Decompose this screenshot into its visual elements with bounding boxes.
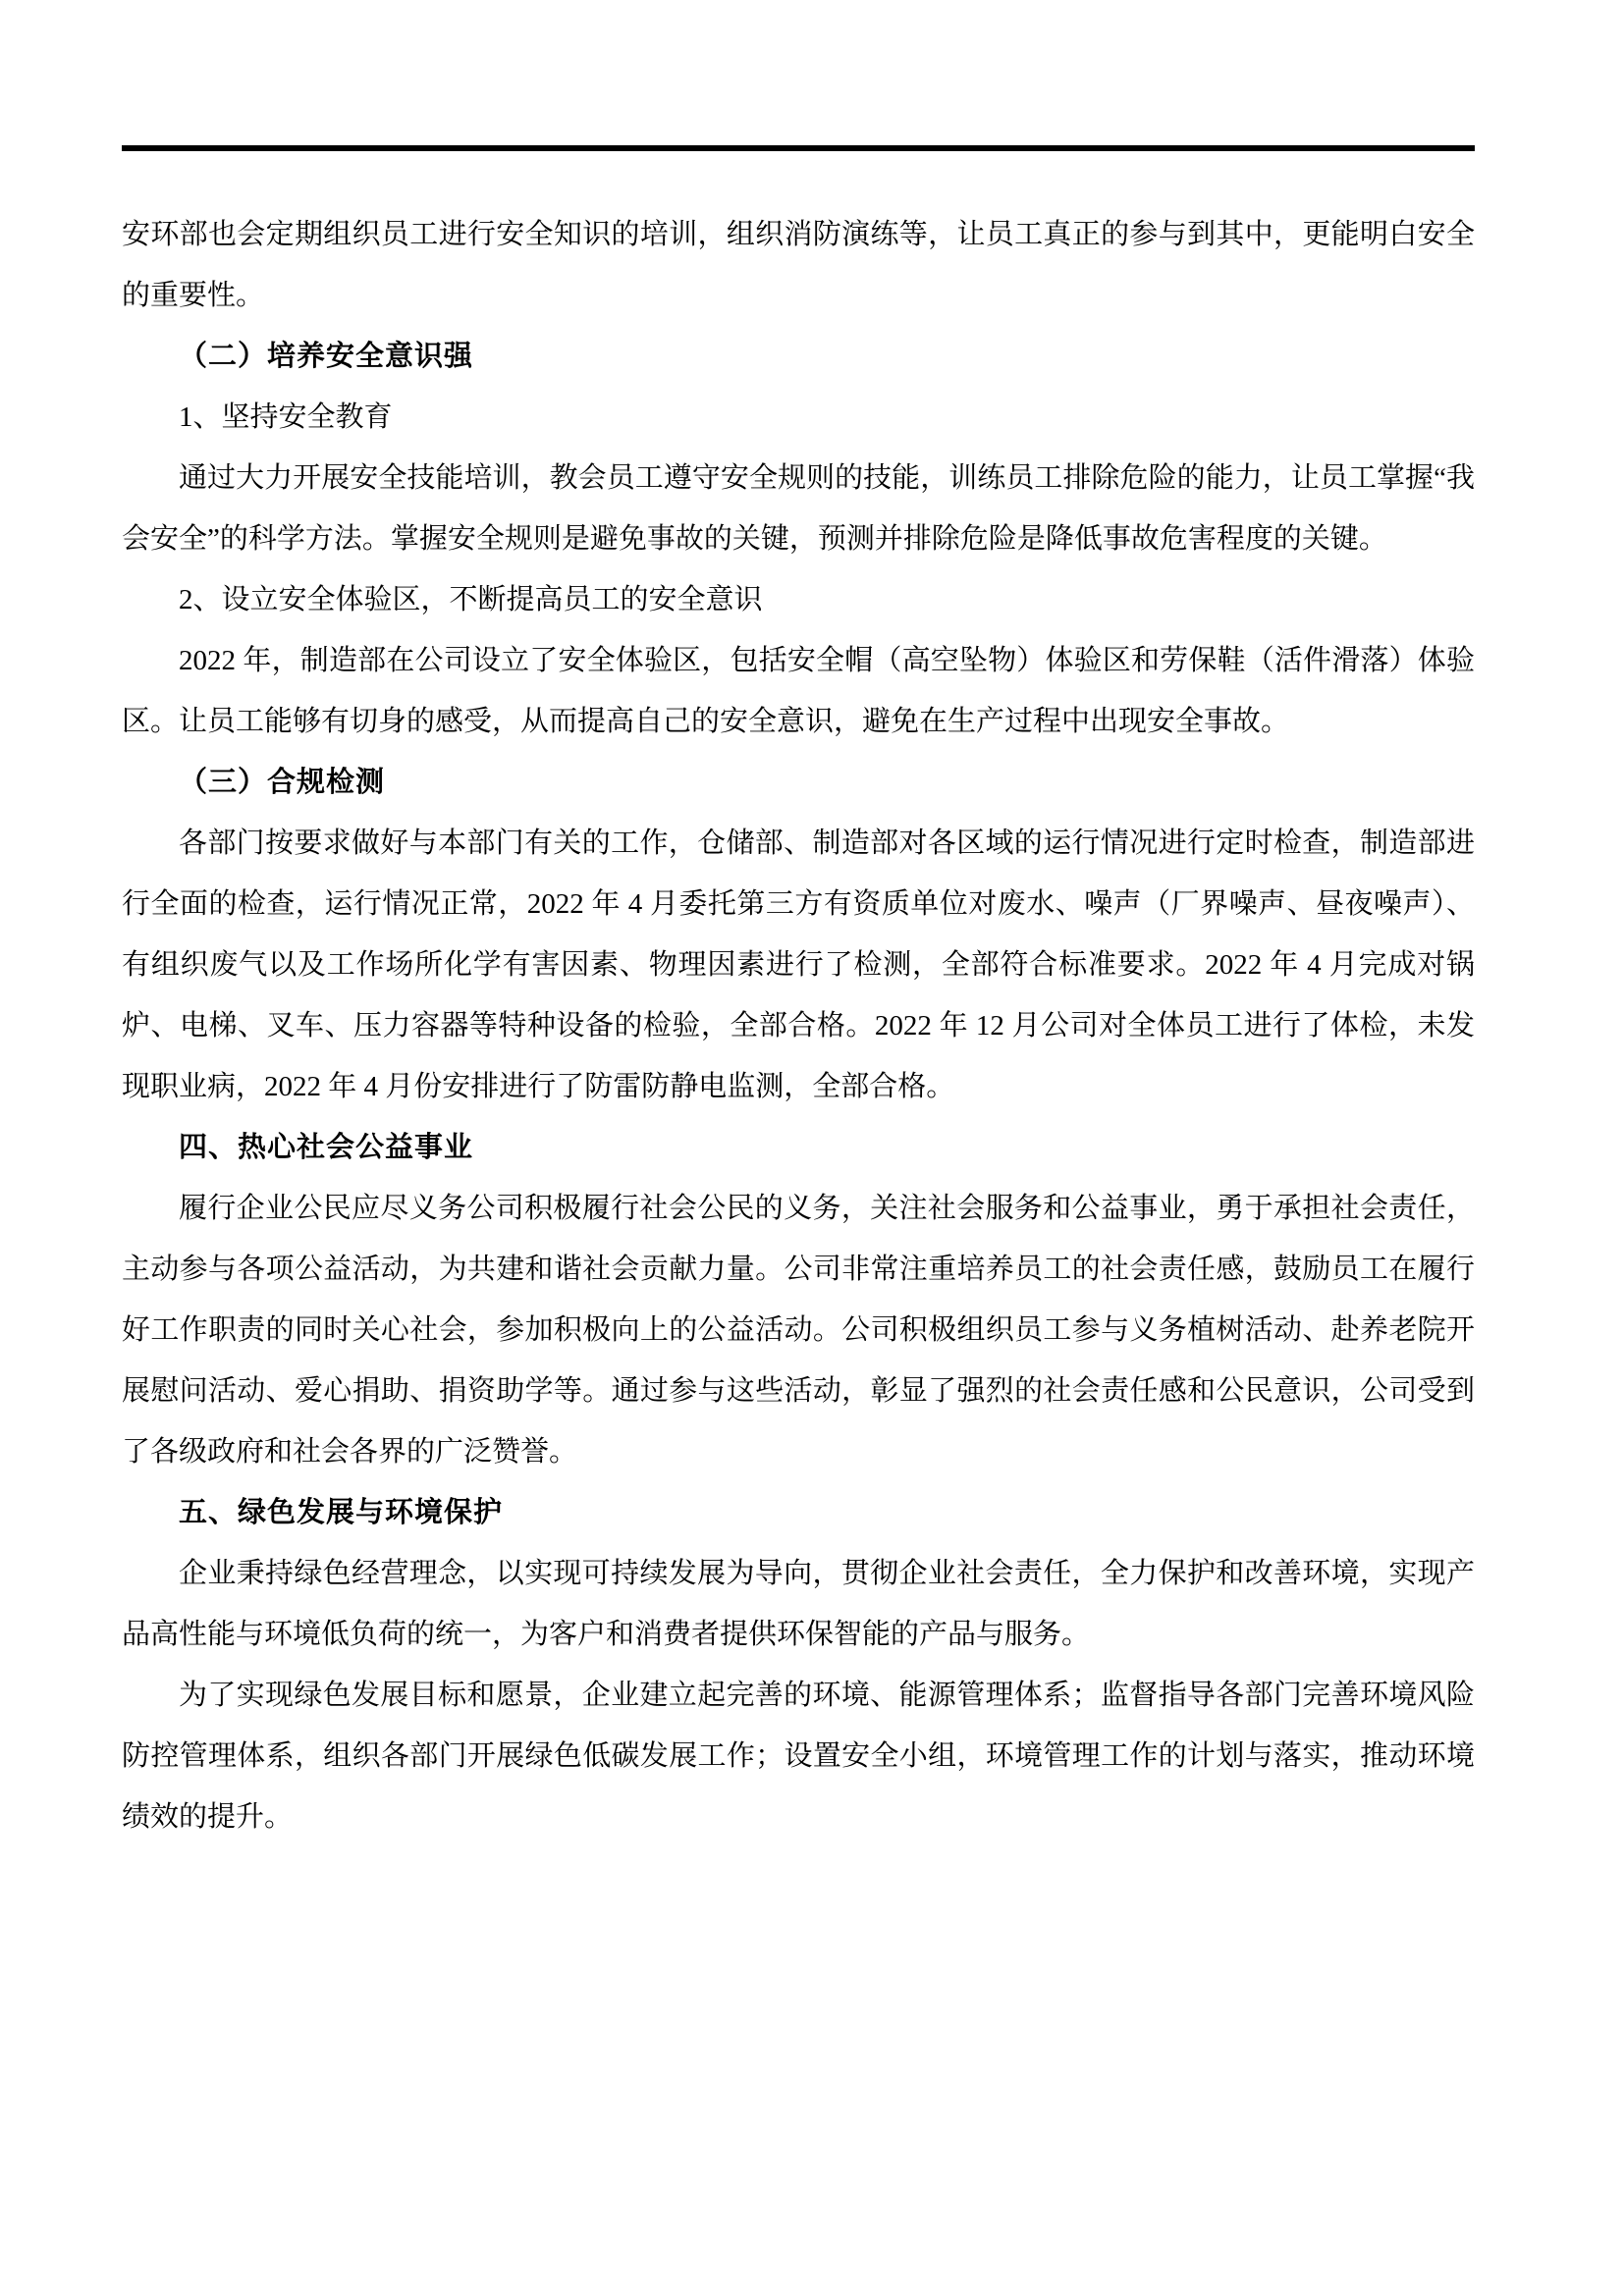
- body-paragraph: 安环部也会定期组织员工进行安全知识的培训，组织消防演练等，让员工真正的参与到其中，更能明白安全的重要性。: [122, 219, 1475, 311]
- section-heading: 四、热心社会公益事业: [179, 1132, 474, 1163]
- subsection-heading: （三）合规检测: [179, 767, 386, 798]
- body-paragraph: 通过大力开展安全技能培训，教会员工遵守安全规则的技能，训练员工排除危险的能力，让员工掌握“我会安全”的科学方法。掌握安全规则是避免事故的关键，预测并排除危险是降低事故危害程度的关键。: [122, 462, 1475, 555]
- body-paragraph: 履行企业公民应尽义务公司积极履行社会公民的义务，关注社会服务和公益事业，勇于承担社会责任，主动参与各项公益活动，为共建和谐社会贡献力量。公司非常注重培养员工的社会责任感，鼓励员工在履行好工作职责的同时关心社会，参加积极向上的公益活动。公司积极组织员工参与义务植树活动、赴养老院开展慰问活动、爱心捐助、捐资助学等。通过参与这些活动，彰显了强烈的社会责任感和公民意识，公司受到了各级政府和社会各界的广泛赞誉。: [122, 1193, 1475, 1468]
- body-paragraph: 2022 年，制造部在公司设立了安全体验区，包括安全帽（高空坠物）体验区和劳保鞋（活件滑落）体验区。让员工能够有切身的感受，从而提高自己的安全意识，避免在生产过程中出现安全事故。: [122, 645, 1475, 737]
- body-paragraph: 企业秉持绿色经营理念，以实现可持续发展为导向，贯彻企业社会责任，全力保护和改善环境，实现产品高性能与环境低负荷的统一，为客户和消费者提供环保智能的产品与服务。: [122, 1558, 1475, 1650]
- body-paragraph: 各部门按要求做好与本部门有关的工作，仓储部、制造部对各区域的运行情况进行定时检查，制造部进行全面的检查，运行情况正常，2022 年 4 月委托第三方有资质单位对废水、噪声（厂界噪声、昼夜噪声）、有组织废气以及工作场所化学有害因素、物理因素进行了检测，全部符合标准要求。2022 年 4 月完成对锅炉、电梯、叉车、压力容器等特种设备的检验，全部合格。2022 年 12 月公司对全体员工进行了体检，未发现职业病，2022 年 4 月份安排进行了防雷防静电监测，全部合格。: [122, 828, 1475, 1102]
- list-item-paragraph: 1、坚持安全教育: [179, 401, 393, 433]
- section-heading: 五、绿色发展与环境保护: [179, 1497, 504, 1528]
- list-item-paragraph: 2、设立安全体验区，不断提高员工的安全意识: [179, 584, 763, 615]
- document-body: [122, 204, 1475, 1847]
- subsection-heading: （二）培养安全意识强: [179, 341, 474, 372]
- header-rule: [122, 145, 1475, 151]
- body-paragraph: 为了实现绿色发展目标和愿景，企业建立起完善的环境、能源管理体系；监督指导各部门完善环境风险防控管理体系，组织各部门开展绿色低碳发展工作；设置安全小组，环境管理工作的计划与落实，推动环境绩效的提升。: [122, 1680, 1475, 1833]
